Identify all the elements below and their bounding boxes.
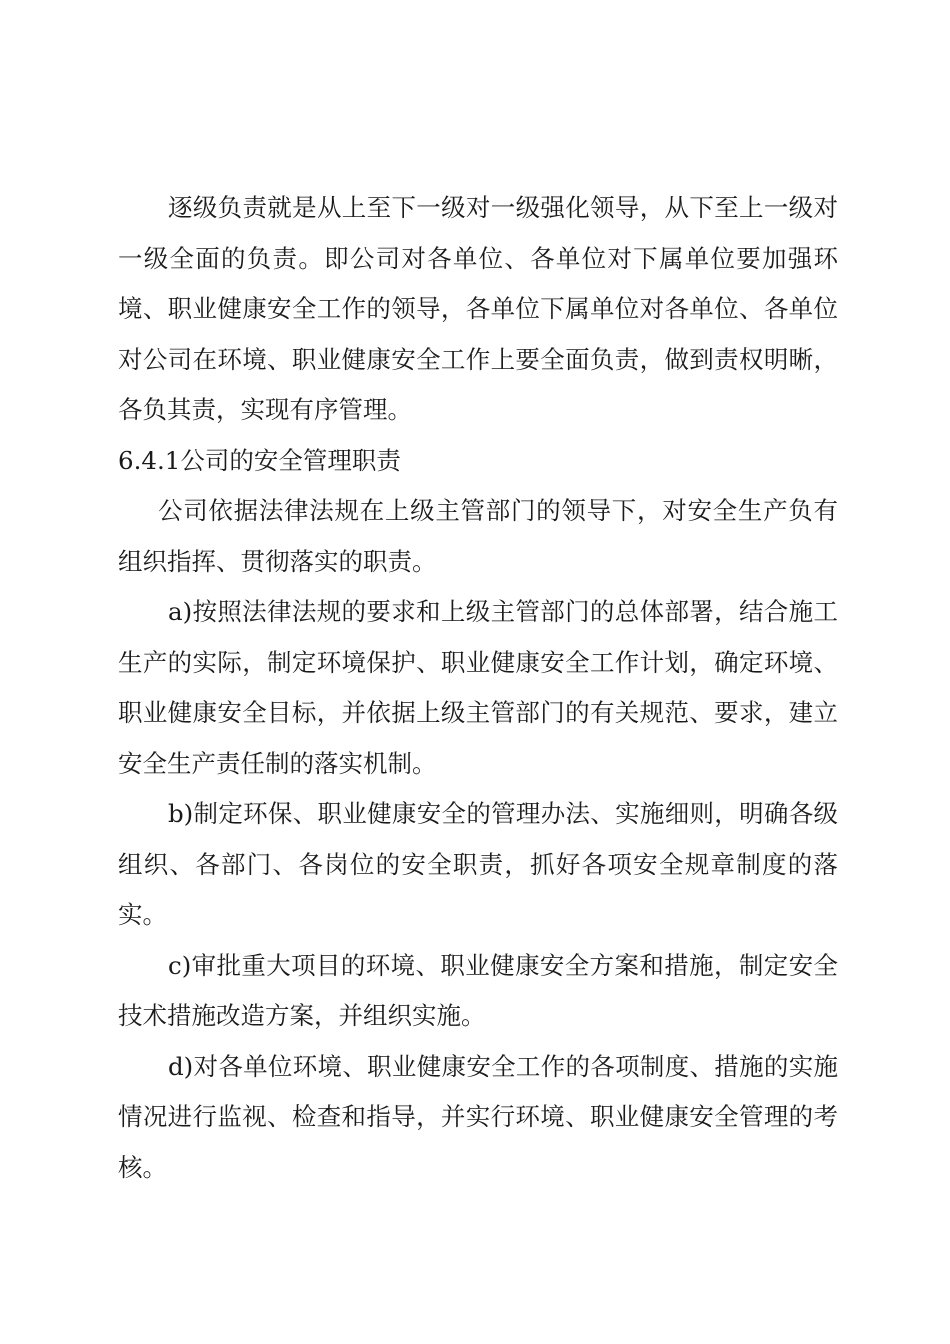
paragraph-company-duty: 公司依据法律法规在上级主管部门的领导下，对安全生产负有组织指挥、贯彻落实的职责。 bbox=[118, 496, 838, 576]
paragraph-responsibility-overview: 逐级负责就是从上至下一级对一级强化领导，从下至上一级对一级全面的负责。即公司对各单位、各单位对下属单位要加强环境、职业健康安全工作的领导，各单位下属单位对各单位、各单位对公司在环境、职业健康安全工作上要全面负责，做到责权明晰，各负其责，实现有序管理。 bbox=[118, 193, 838, 424]
document-body bbox=[118, 183, 838, 1193]
list-item-c: c)审批重大项目的环境、职业健康安全方案和措施，制定安全技术措施改造方案，并组织实施。 bbox=[118, 950, 838, 1030]
list-item-d: d)对各单位环境、职业健康安全工作的各项制度、措施的实施情况进行监视、检查和指导，并实行环境、职业健康安全管理的考核。 bbox=[118, 1051, 838, 1182]
section-heading-6-4-1: 6.4.1公司的安全管理职责 bbox=[118, 445, 401, 475]
list-item-a: a)按照法律法规的要求和上级主管部门的总体部署，结合施工生产的实际，制定环境保护、职业健康安全工作计划，确定环境、职业健康安全目标，并依据上级主管部门的有关规范、要求，建立安全生产责任制的落实机制。 bbox=[118, 597, 838, 778]
list-item-b: b)制定环保、职业健康安全的管理办法、实施细则，明确各级组织、各部门、各岗位的安全职责，抓好各项安全规章制度的落实。 bbox=[118, 799, 838, 929]
